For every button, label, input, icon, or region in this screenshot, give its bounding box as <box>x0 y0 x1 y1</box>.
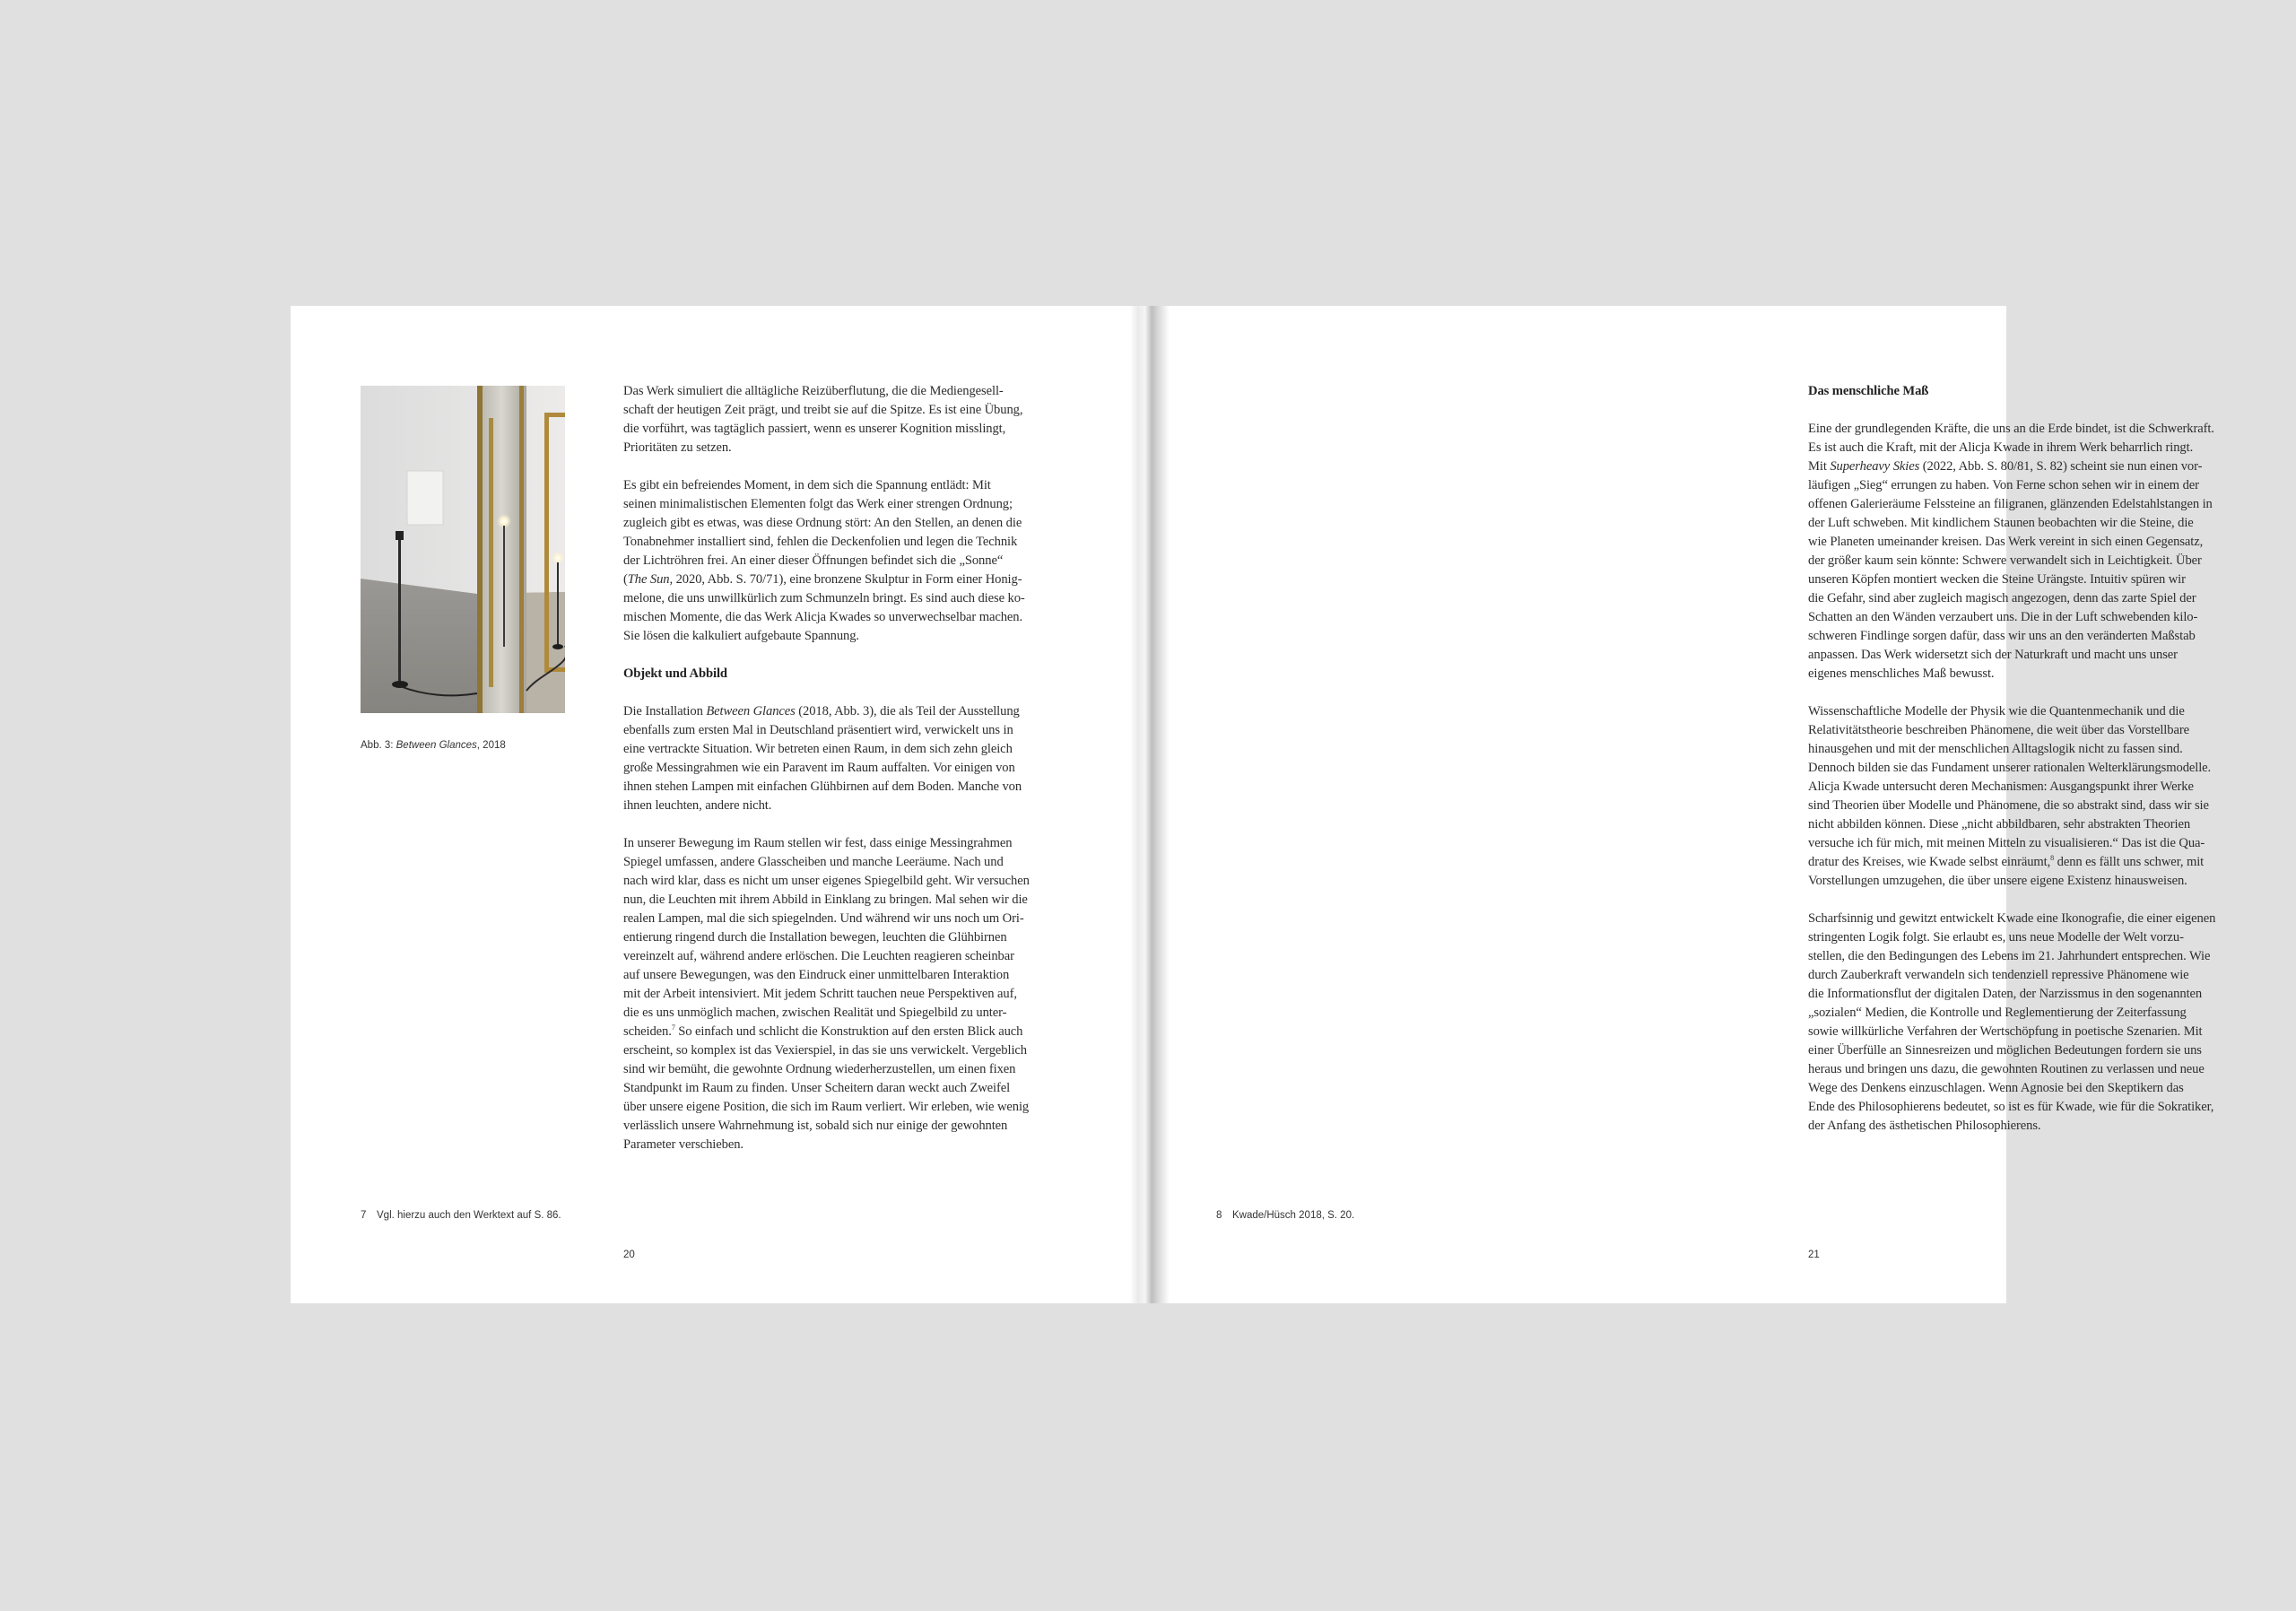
text-line: Prioritäten zu setzen. <box>623 440 732 455</box>
page-number-left: 20 <box>623 1250 635 1260</box>
text-line: Eine der grundlegenden Kräfte, die uns an die Erde bindet, ist die Schwerkraft. <box>1808 422 2214 436</box>
text-line: der Luft schweben. Mit kindlichem Staunen beobachten wir die Steine, die <box>1808 516 2194 530</box>
text-line: Das Werk simuliert die alltägliche Reizüberflutung, die die Mediengesell- <box>623 384 1004 398</box>
text-line: eigenes menschliches Maß bewusst. <box>1808 666 1995 681</box>
footnote-text: Vgl. hierzu auch den Werktext auf S. 86. <box>377 1210 561 1221</box>
text-line: der Anfang des ästhetischen Philosophierens. <box>1808 1119 2041 1133</box>
text-line: Alicja Kwade untersucht deren Mechanismen: Ausgangspunkt ihrer Werke <box>1808 779 2194 794</box>
text-line: ihnen stehen Lampen mit einfachen Glühbirnen auf dem Boden. Manche von <box>623 779 1022 794</box>
footnote-7 <box>361 1210 561 1221</box>
book-spread <box>291 306 2216 1303</box>
section-heading: Das menschliche Maß <box>1808 384 1929 398</box>
text-line: „sozialen“ Medien, die Kontrolle und Reglementierung der Zeiterfassung <box>1808 1006 2187 1020</box>
text-line: Ende des Philosophierens bedeutet, so ist es für Kwade, wie für die Sokratiker, <box>1808 1100 2214 1114</box>
text-line: In unserer Bewegung im Raum stellen wir fest, dass einige Messingrahmen <box>623 836 1013 850</box>
caption-prefix: Abb. 3: <box>361 740 396 751</box>
text-line: die Informationsflut der digitalen Daten, der Narzissmus in den sogenannten <box>1808 987 2203 1001</box>
text-line: schaft der heutigen Zeit prägt, und treibt sie auf die Spitze. Es ist eine Übung, <box>623 403 1023 417</box>
text-line <box>623 570 1045 589</box>
text-line <box>623 1023 1045 1041</box>
text-line: eine vertrackte Situation. Wir betreten einen Raum, in dem sich zehn gleich <box>623 742 1013 756</box>
text-line: Relativitätstheorie beschreiben Phänomene, die weit über das Vorstellbare <box>1808 723 2189 737</box>
text-line: Wege des Denkens einzuschlagen. Wenn Agnosie bei den Skeptikern das <box>1808 1081 2184 1095</box>
paragraph-installation <box>623 702 1045 815</box>
footnote-number: 8 <box>1216 1210 1222 1221</box>
book-spine-shadow <box>1130 306 1170 1303</box>
paragraph-gravity <box>1808 420 2248 684</box>
text-line: Es ist auch die Kraft, mit der Alicja Kwade in ihrem Werk beharrlich ringt. <box>1808 440 2194 455</box>
text-line: mit der Arbeit intensiviert. Mit jedem Schritt tauchen neue Perspektiven auf, <box>623 987 1017 1001</box>
work-title-the-sun: The Sun <box>627 572 670 587</box>
text-line: Vorstellungen umzugehen, die über unsere eigene Existenz hinausweisen. <box>1808 874 2187 888</box>
figure-caption <box>361 740 506 751</box>
text-line: vereinzelt auf, während andere erlöschen. Die Leuchten reagieren scheinbar <box>623 949 1014 963</box>
paragraph-intro <box>623 382 1045 457</box>
text-line: Es gibt ein befreiendes Moment, in dem sich die Spannung entlädt: Mit <box>623 478 991 492</box>
section-heading: Objekt und Abbild <box>623 666 727 681</box>
text-line: sind wir bemüht, die gewohnte Ordnung wiederherzustellen, um einen fixen <box>623 1062 1016 1076</box>
skies-line-rest: (2022, Abb. S. 80/81, S. 82) scheint sie nun einen vor- <box>1919 459 2203 474</box>
text-line: versuche ich für mich, mit meinen Mitteln zu visualisieren.“ Das ist die Qua- <box>1808 836 2205 850</box>
footnote-8 <box>1216 1210 1354 1221</box>
text-line: seinen minimalistischen Elementen folgt das Werk einer strengen Ordnung; <box>623 497 1013 511</box>
page-number-right: 21 <box>1808 1250 1820 1260</box>
text-line: nicht abbilden können. Diese „nicht abbildbaren, sehr abstrakten Theorien <box>1808 817 2191 832</box>
text-line: zugleich gibt es etwas, was diese Ordnung stört: An den Stellen, an denen die <box>623 516 1022 530</box>
text-line: Scharfsinnig und gewitzt entwickelt Kwade eine Ikonografie, die einer eigenen <box>1808 911 2216 926</box>
ref-line-before: dratur des Kreises, wie Kwade selbst einräumt, <box>1808 855 2051 869</box>
right-page <box>1150 306 2216 1303</box>
paragraph-iconography <box>1808 910 2248 1136</box>
text-line: durch Zauberkraft verwandeln sich tendenziell repressive Phänomene wie <box>1808 968 2189 982</box>
text-line: über unsere eigene Position, die sich im Raum verliert. Wir erleben, wie wenig <box>623 1100 1030 1114</box>
text-line: Tonabnehmer installiert sind, fehlen die Deckenfolien und legen die Technik <box>623 535 1018 549</box>
text-line: anpassen. Das Werk widersetzt sich der Naturkraft und macht uns unser <box>1808 648 2178 662</box>
text-line <box>623 702 1045 721</box>
text-line: Parameter verschieben. <box>623 1137 744 1152</box>
text-line: hinausgehen und mit der menschlichen Alltagslogik nicht zu fassen sind. <box>1808 742 2183 756</box>
artwork-photo <box>361 386 565 713</box>
text-line: Schatten an den Wänden verzaubert uns. Die in der Luft schwebenden kilo- <box>1808 610 2198 624</box>
work-title-between-glances: Between Glances <box>706 704 796 718</box>
text-line: nun, die Leuchten mit ihrem Abbild in Einklang zu bringen. Mal sehen wir die <box>623 893 1028 907</box>
text-line: unseren Köpfen montiert wecken die Steine Urängste. Intuitiv spüren wir <box>1808 572 2186 587</box>
text-line: ihnen leuchten, andere nicht. <box>623 798 772 813</box>
left-page <box>291 306 1150 1303</box>
ref-line-after: So einfach und schlicht die Konstruktion auf den ersten Blick auch <box>674 1024 1023 1039</box>
text-line <box>1808 853 2248 872</box>
text-line: stellen, die den Bedingungen des Lebens im 21. Jahrhundert entsprechen. Wie <box>1808 949 2211 963</box>
text-line: schweren Findlinge sorgen dafür, dass wir uns an den veränderten Maßstab <box>1808 629 2196 643</box>
text-line: mischen Momente, die das Werk Alicja Kwades so unverwechselbar machen. <box>623 610 1023 624</box>
text-line: sowie willkürliche Verfahren der Wertschöpfung in poetische Szenarien. Mit <box>1808 1024 2203 1039</box>
text-line: einer Überfülle an Sinnesreizen und möglichen Bedeutungen fordern sie uns <box>1808 1043 2202 1058</box>
text-line: Sie lösen die kalkuliert aufgebaute Spannung. <box>623 629 859 643</box>
text-line: große Messingrahmen wie ein Paravent im Raum auffalten. Vor einigen von <box>623 761 1015 775</box>
text-line: der größer kaum sein könnte: Schwere verwandelt sich in Leichtigkeit. Über <box>1808 553 2202 568</box>
text-line: ebenfalls zum ersten Mal in Deutschland präsentiert wird, verwickelt uns in <box>623 723 1013 737</box>
text-line: Dennoch bilden sie das Fundament unserer rationalen Welterklärungsmodelle. <box>1808 761 2212 775</box>
text-line <box>1808 457 2248 476</box>
paragraph-movement <box>623 834 1045 1154</box>
installation-line-rest: (2018, Abb. 3), die als Teil der Ausstellung <box>795 704 1020 718</box>
ref-line-after: denn es fällt uns schwer, mit <box>2054 855 2205 869</box>
text-line: die vorführt, was tagtäglich passiert, wenn es unserer Kognition misslingt, <box>623 422 1006 436</box>
text-line: die Gefahr, sind aber zugleich magisch angezogen, denn das zarte Spiel der <box>1808 591 2196 605</box>
footnote-reference-8[interactable]: 8 <box>2050 854 2055 863</box>
text-line: sind Theorien über Modelle und Phänomene, die so abstrakt sind, dass wir sie <box>1808 798 2209 813</box>
paragraph-moment <box>623 476 1045 646</box>
caption-suffix: , 2018 <box>476 740 506 751</box>
paren-open: ( <box>623 572 628 587</box>
text-line: erscheint, so komplex ist das Vexierspiel, in das sie uns verwickelt. Vergeblich <box>623 1043 1027 1058</box>
text-line: verlässlich unsere Wahrnehmung ist, sobald sich nur einige der gewohnten <box>623 1119 1008 1133</box>
text-line: der Lichtröhren frei. An einer dieser Öffnungen befindet sich die „Sonne“ <box>623 553 1004 568</box>
text-line: Wissenschaftliche Modelle der Physik wie die Quantenmechanik und die <box>1808 704 2185 718</box>
caption-title: Between Glances <box>396 740 477 751</box>
text-line: Standpunkt im Raum zu finden. Unser Scheitern daran weckt auch Zweifel <box>623 1081 1011 1095</box>
text-line: entierung ringend durch die Installation bewegen, leuchten die Glühbirnen <box>623 930 1007 945</box>
sun-line-rest: , 2020, Abb. S. 70/71), eine bronzene Skulptur in Form einer Honig- <box>669 572 1022 587</box>
footnote-text: Kwade/Hüsch 2018, S. 20. <box>1232 1210 1355 1221</box>
text-line: melone, die uns unwillkürlich zum Schmunzeln bringt. Es sind auch diese ko- <box>623 591 1025 605</box>
text-line: stringenten Logik folgt. Sie erlaubt es, uns neue Modelle der Welt vorzu- <box>1808 930 2184 945</box>
left-body-text <box>623 382 1045 1154</box>
text-line: wie Planeten umeinander kreisen. Das Werk vereint in sich einen Gegensatz, <box>1808 535 2204 549</box>
text-line: die es uns unmöglich machen, zwischen Realität und Spiegelbild zu unter- <box>623 1006 1007 1020</box>
text-line: auf unsere Bewegungen, was den Eindruck einer unmittelbaren Interaktion <box>623 968 1010 982</box>
text-line: offenen Galerieräume Felssteine an filigranen, glänzenden Edelstahlstangen in <box>1808 497 2213 511</box>
work-title-superheavy-skies: Superheavy Skies <box>1830 459 1920 474</box>
footnote-reference-7[interactable]: 7 <box>671 1023 675 1032</box>
ref-line-before: scheiden. <box>623 1024 672 1039</box>
text-line: heraus und bringen uns dazu, die gewohnten Routinen zu verlassen und neue <box>1808 1062 2205 1076</box>
skies-line-start: Mit <box>1808 459 1831 474</box>
text-line: Spiegel umfassen, andere Glasscheiben und manche Leeräume. Nach und <box>623 855 1004 869</box>
paragraph-physics <box>1808 702 2248 891</box>
between-glances-photo <box>361 386 565 713</box>
text-line: läufigen „Sieg“ errungen zu haben. Von Ferne schon sehen wir in einem der <box>1808 478 2199 492</box>
text-line: nach wird klar, dass es nicht um unser eigenes Spiegelbild geht. Wir versuchen <box>623 874 1030 888</box>
installation-line-start: Die Installation <box>623 704 707 718</box>
footnote-number: 7 <box>361 1210 367 1221</box>
text-line: realen Lampen, mal die sich spiegelnden. Und während wir uns noch um Ori- <box>623 911 1024 926</box>
right-body-text <box>1808 382 2248 1136</box>
